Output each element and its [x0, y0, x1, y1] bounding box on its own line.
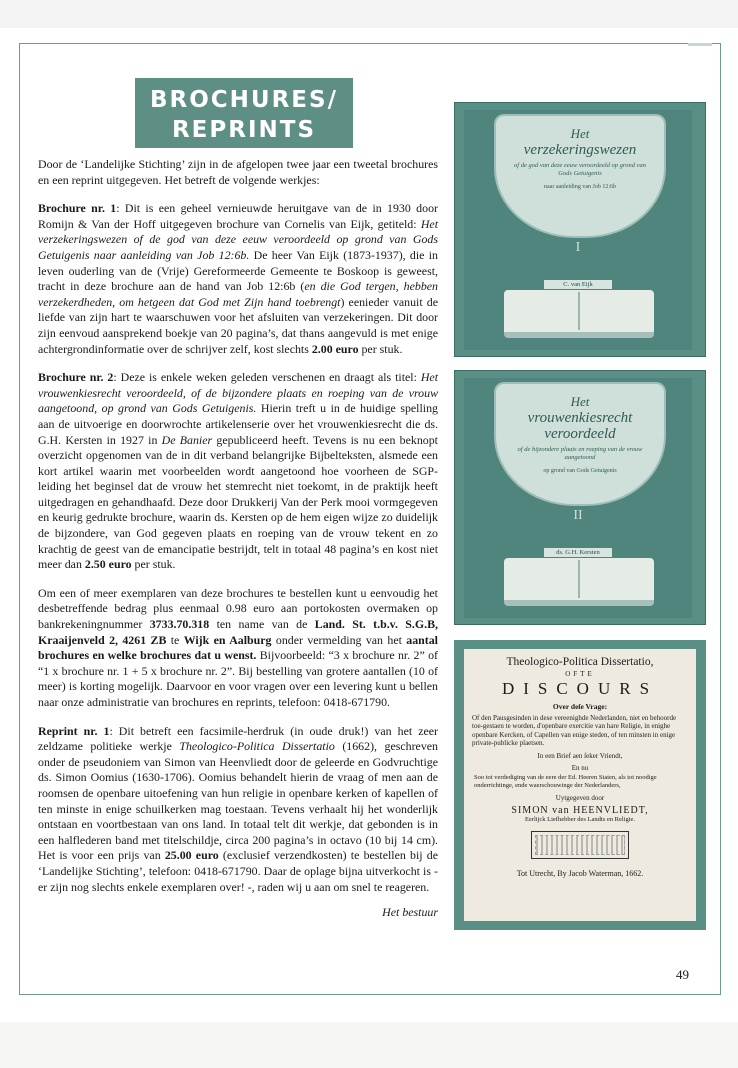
reprint-title: Theologico-Politica Dissertatio: [179, 739, 335, 754]
facsimile-discours: DISCOURS: [501, 679, 659, 698]
brochure-1-price: 2.00 euro: [311, 341, 359, 356]
cover-1-subtitle: of de god van deze eeuw veroordeeld op grond van Gods Getuigenis: [514, 162, 646, 177]
facsimile-question: Of den Pausgesinden in dese vereenighde Nederlanden, niet en behoorde toe-gestaen te worden, d'openbare exercitie van hare Religie, in enighe openbare Kercken, of Capellen van enige steden, of ten minsten in enige private-publicke plaetsen.: [472, 714, 677, 748]
cover-2-subtitle: of de bijzondere plaats en roeping van de vrouw aangetoond: [517, 446, 643, 461]
cover-2-het: Het: [570, 394, 590, 409]
cover-2-author: ds. G.H. Kersten: [544, 548, 612, 557]
bank-account: 3733.70.318: [149, 617, 210, 632]
facsimile-body: Soo tot verdediging van de eere der Ed. Heeren Staten, als tot noodige onderrichtinge, ende waerschouwinge der Nederlanders,: [474, 773, 657, 789]
facsimile-imprint: Tot Utrecht, By Jacob Waterman, 1662.: [516, 868, 644, 878]
cover-2-numeral: II: [573, 508, 583, 523]
job-quote: en die God tergen, hebben verzekerdheden, om hetgeen dat God met Zijn hand toebrengt: [38, 279, 438, 309]
brochure-2-paragraph: Brochure nr. 2: Deze is enkele weken geleden verschenen en draagt als titel: Het vrouwenkiesrecht veroordeeld, of de bijzondere plaats en roeping van de vrouw aangetoond, op grond van Gods Getuigenis. Hierin treft u in de huidige spelling aan de uitvoerige en doorwrochte artikelenserie over het vrouwenkiesrecht die ds. G.H. Kersten in 1927 in De Banier gepubliceerd heeft. Tevens is nu een beknopt overzicht opgenomen van de in dit verband belangrijke Bijbelteksten, alsmede een kort artikel waarin met voorbeelden wordt aangetoond hoe voorheen de SGP-leiding het beginsel dat de vrouw het stemrecht niet toekomt, in de praktijk heeft uitgedragen en gehandhaafd. Deze door Drukkerij Van der Perk mooi vormgegeven en keurig gedrukte brochure, waarin ds. Kersten op de hem eigen wijze zo duidelijk de bijzondere, van God gegeven plaats en roeping van de vrouw tekent en zo krachtig de geest van de emancipatie bestrijdt, telt in totaal 48 pagina’s en kost niet meer dan 2.50 euro per stuk.: [38, 370, 438, 572]
brochure-1-title: Het verzekeringswezen of de god van deze eeuw veroordeeld op grond van Gods Getuigenis naar aanleiding van Job 12:6b.: [38, 216, 438, 262]
facsimile-title-page: [464, 649, 696, 921]
cover-1-author: C. van Eijk: [544, 280, 612, 289]
facsimile-uitgegeven: Uytgegeven door: [555, 793, 605, 802]
brochure-2-label: Brochure nr. 2: [38, 370, 114, 385]
cover-2-title-1: vrouwenkiesrecht: [527, 410, 633, 426]
facsimile-title: Theologico-Politica Dissertatio,: [506, 656, 654, 668]
order-paragraph: Om een of meer exemplaren van deze brochures te bestellen kunt u eenvoudig het desbetreffende bedrag plus eenmaal 0.98 euro aan portokosten overmaken op bankrekeningnummer 3733.70.318 ten name van de Land. St. t.b.v. S.G.B, Kraaijenveld 2, 4261 ZB te Wijk en Aalburg onder vermelding van het aantal brochures en welke brochures dat u wenst. Bijvoorbeeld: “3 x brochure nr. 2” of “1 x brochure nr. 1 + 5 x brochure nr. 2”. Bij bestelling van grotere aantallen (10 of meer) is korting mogelijk. Daarvoor en voor vragen over een levering kunt u bellen naar onze administratie van brochures en reprints, telefoon: 0418-671790.: [38, 585, 439, 709]
brochure-1-cover: [454, 102, 706, 357]
brochure-2-price: 2.50 euro: [84, 557, 132, 572]
order-place: Wijk en Aalburg: [183, 632, 272, 647]
cover-2-spine: [466, 418, 472, 588]
reprint-price: 25.00 euro: [164, 848, 219, 863]
cover-2-shield: [494, 382, 666, 506]
cover-1-spine: [466, 150, 472, 320]
frame-tab-mark: [688, 43, 712, 46]
open-bible-icon: [504, 558, 654, 606]
reprint-facsimile: [454, 640, 706, 930]
heading-line-2: REPRINTS: [171, 117, 317, 143]
section-heading: [135, 78, 353, 148]
reprint-label: Reprint nr. 1: [38, 723, 110, 738]
cover-1-panel: [464, 110, 692, 350]
banier-title: De Banier: [161, 432, 213, 447]
facsimile-ofte: OFTE: [565, 670, 595, 678]
facsimile-over: Over deſe Vrage:: [552, 702, 608, 711]
facsimile-brief: In een Brief aen ſeker Vriendt,: [537, 751, 623, 760]
intro-paragraph: Door de ‘Landelijke Stichting’ zijn in de afgelopen twee jaar een tweetal brochures en een reprint uitgegeven. Het betreft de volgende werkjes:: [38, 157, 438, 187]
bottom-margin-band: [0, 1022, 738, 1068]
brochure-2-cover: [454, 370, 706, 625]
cover-1-het: Het: [570, 126, 590, 141]
order-address: Land. St. t.b.v. S.G.B, Kraaijenveld 2, 4261 ZB: [38, 617, 439, 647]
brochure-1-paragraph: Brochure nr. 1: Dit is een geheel vernieuwde heruitgave van de in 1930 door Romijn & Van der Hoff uitgegeven brochure van Cornelis van Eijk, getiteld: Het verzekeringswezen of de god van deze eeuw veroordeeld op grond van Gods Getuigenis naar aanleiding van Job 12:6b. De heer Van Eijk (1873-1937), die in leven ouderling van de (Vrije) Gereformeerde Gemeente te Boskoop is geweest, tracht in deze brochure aan de hand van Job 12:6b (en die God tergen, hebben verzekerdheden, om hetgeen dat God met Zijn hand toebrengt) eenieder vanuit de liefde van zijn hart te waarschuwen voor het afsluiten van verzekeringen. Dit door zijn eenvoud aansprekend boekje van 20 pagina’s, dat thans aangevuld is met enige achtergrondinformatie over de schrijver zelf, kost slechts 2.00 euro per stuk.: [38, 201, 438, 356]
facsimile-author: SIMON van HEENVLIEDT,: [511, 804, 649, 816]
cover-2-ref: op grond van Gods Getuigenis: [543, 468, 617, 474]
cover-1-title: verzekeringswezen: [523, 142, 637, 158]
cover-2-panel: [464, 378, 692, 618]
cover-1-ref: naar aanleiding van Job 12:6b: [544, 184, 616, 190]
brochure-1-label: Brochure nr. 1: [38, 201, 117, 216]
cover-1-shield: [494, 114, 666, 238]
article-body: [38, 157, 438, 921]
facsimile-lief: Eerlijck Liefhebber des Landts en Religie.: [524, 815, 636, 823]
order-mention: aantal brochures en welke brochures dat u wenst.: [38, 632, 438, 663]
top-margin-band: [0, 0, 738, 28]
open-bible-icon: [504, 290, 654, 338]
brochure-2-title: Het vrouwenkiesrecht veroordeeld, of de bijzondere plaats en roeping van de vrouw aangetoond, op grond van Gods Getuigenis.: [38, 370, 438, 416]
signature: Het bestuur: [382, 905, 438, 920]
cover-1-numeral: I: [575, 240, 581, 255]
heading-line-1: BROCHURES/: [150, 87, 338, 113]
facsimile-en: En nu: [571, 763, 589, 772]
printer-ornament-icon: [531, 831, 629, 859]
reprint-paragraph: Reprint nr. 1: Dit betreft een facsimile-herdruk (in oude druk!) van het zeer zeldzame politieke werkje Theologico-Politica Dissertatio (1662), geschreven onder de pseudoniem van Simon van Heenvliedt door de geleerde en Godvruchtige ds. Simon Oomius (1630-1706). Oomius behandelt hierin de vraag of men aan de roomsen de openbare uitoefening van hun religie in openbare kerken of kapellen of ten minste in enige schuilkerken mag toestaan. Tevens verhaalt hij het wonderlijk ontstaan en voortbestaan van ons land. In totaal telt dit werkje, dat gebonden is in een halflederen band met titelschildje, circa 200 pagina’s in octavo (10 bij 14 cm). Het is voor een prijs van 25.00 euro (exclusief verzendkosten) te bestellen bij de ‘Landelijke Stichting’, telefoon: 0418-671790. Daar de oplage bijna uitverkocht is - er zijn nog slechts enkele exemplaren over! -, raden wij u aan om snel te reageren.: [38, 723, 439, 894]
page-number: 49: [676, 967, 689, 982]
cover-2-title-2: veroordeeld: [544, 426, 616, 442]
